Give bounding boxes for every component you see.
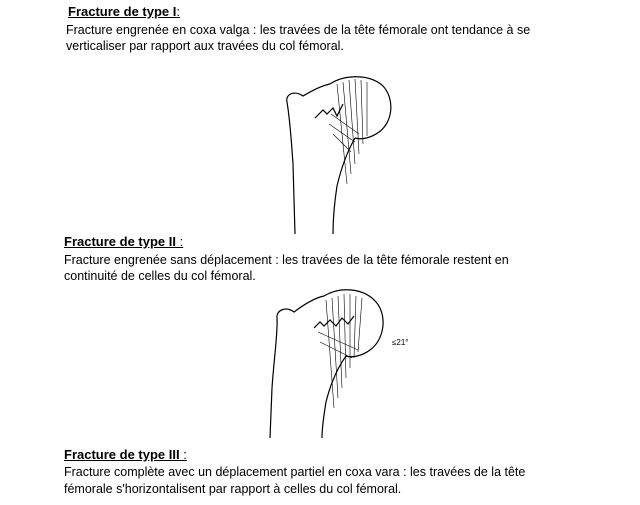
type-2-heading-text: Fracture de type II — [64, 234, 176, 249]
type-2-description-line-1: Fracture engrenée sans déplacement : les travées de la tête fémorale restent en — [64, 253, 509, 267]
type-1-heading — [68, 4, 180, 19]
type-3-description-line-1: Fracture complète avec un déplacement partiel en coxa vara : les travées de la tête — [64, 465, 526, 479]
type-2-heading-colon: : — [175, 234, 184, 249]
type-2-heading — [64, 234, 183, 249]
type-1-heading-colon: : — [176, 4, 180, 19]
angle-annotation: ≤21° — [392, 338, 409, 347]
femur-type-1-diagram — [275, 74, 400, 234]
type-2-description-line-2: continuité de celles du col fémoral. — [64, 269, 256, 283]
type-3-heading — [64, 447, 187, 462]
type-1-description-line-1: Fracture engrenée en coxa valga : les travées de la tête fémorale ont tendance à se — [66, 23, 531, 37]
type-3-description-line-2: fémorale s'horizontalisent par rapport à celles du col fémoral. — [64, 482, 402, 496]
type-1-description-line-2: verticaliser par rapport aux travées du col fémoral. — [66, 39, 344, 53]
type-3-heading-colon: : — [179, 447, 187, 462]
type-3-heading-text: Fracture de type III — [64, 447, 180, 462]
type-1-heading-text: Fracture de type I — [68, 4, 177, 19]
femur-type-2-diagram — [262, 288, 392, 438]
